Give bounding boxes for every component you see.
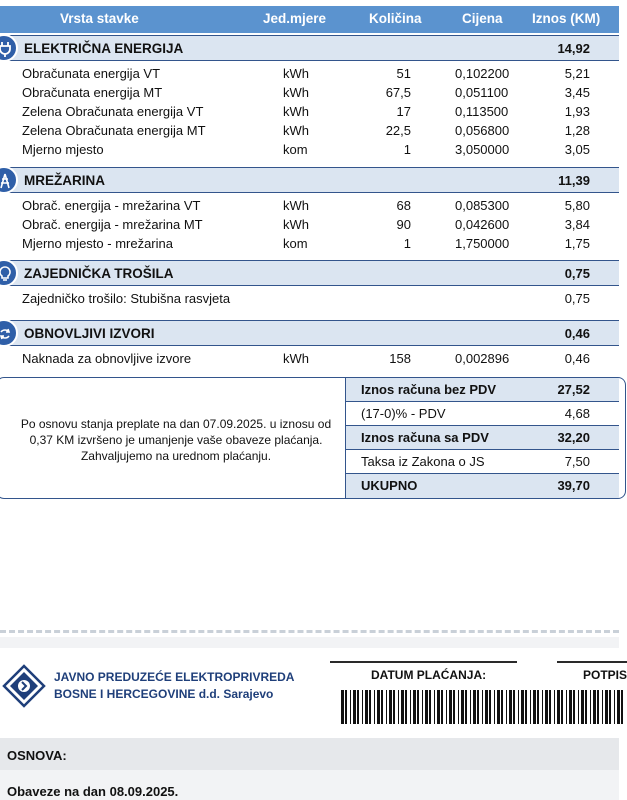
- table-row: [0, 64, 619, 83]
- row-amount: 5,21: [564, 66, 590, 81]
- barcode-bar: [542, 690, 543, 724]
- row-unit: kWh: [283, 351, 309, 366]
- barcode-bar: [485, 690, 488, 724]
- row-amount: 0,46: [564, 351, 590, 366]
- section-network: [0, 167, 619, 193]
- col-header-price: Cijena: [462, 11, 503, 26]
- summary-label: UKUPNO: [361, 478, 418, 493]
- row-price: 1,750000: [455, 236, 510, 251]
- barcode-bar: [509, 690, 512, 724]
- section-title: MREŽARINA: [24, 173, 105, 188]
- barcode-bar: [422, 690, 423, 724]
- barcode-bar: [605, 690, 608, 724]
- barcode-bar: [561, 690, 563, 724]
- summary-label: Iznos računa sa PDV: [361, 430, 489, 445]
- summary-value: 39,70: [557, 478, 590, 493]
- company-name: [54, 669, 294, 703]
- barcode-bar: [590, 690, 591, 724]
- barcode-bar: [357, 690, 359, 724]
- barcode-bar: [350, 690, 351, 724]
- row-name: Obračunata energija MT: [22, 85, 163, 100]
- row-name: Mjerno mjesto - mrežarina: [22, 236, 173, 251]
- barcode-bar: [429, 690, 431, 724]
- row-qty: 51: [396, 66, 411, 81]
- barcode-bar: [554, 690, 555, 724]
- barcode-bar: [362, 690, 363, 724]
- barcode-bar: [353, 690, 356, 724]
- barcode-bar: [530, 690, 531, 724]
- barcode-bar: [453, 690, 455, 724]
- barcode-bar: [417, 690, 419, 724]
- row-name: Naknada za obnovljive izvore: [22, 351, 192, 366]
- table-row: [0, 215, 619, 234]
- col-header-qty: Količina: [369, 11, 422, 26]
- summary-row-vat: [346, 402, 619, 426]
- row-price: 0,085300: [455, 198, 510, 213]
- row-unit: kWh: [283, 66, 309, 81]
- summary-label: Iznos računa bez PDV: [361, 382, 497, 397]
- barcode-bar: [581, 690, 584, 724]
- summary-row-subtotal: [346, 378, 619, 402]
- table-row: [0, 234, 619, 253]
- barcode-bar: [537, 690, 539, 724]
- barcode-bar: [449, 690, 452, 724]
- row-qty: 22,5: [385, 123, 411, 138]
- section-electric-energy: [0, 35, 619, 61]
- col-header-amount: Iznos (KM): [532, 11, 601, 26]
- row-qty: 17: [396, 104, 411, 119]
- cut-line: [0, 630, 619, 633]
- barcode-bar: [437, 690, 440, 724]
- row-qty: 90: [396, 217, 411, 232]
- row-amount: 1,28: [564, 123, 590, 138]
- barcode-bar: [533, 690, 536, 724]
- row-qty: 68: [396, 198, 411, 213]
- row-price: 0,002896: [455, 351, 510, 366]
- section-title: OBNOVLJIVI IZVORI: [24, 326, 155, 341]
- row-qty: 1: [403, 142, 411, 157]
- barcode-bar: [609, 690, 611, 724]
- table-row: [0, 121, 619, 140]
- barcode-bar: [434, 690, 435, 724]
- section-total: 14,92: [557, 41, 590, 56]
- barcode-bar: [521, 690, 524, 724]
- table-row: [0, 140, 619, 159]
- row-unit: kom: [283, 236, 308, 251]
- row-amount: 5,80: [564, 198, 590, 213]
- row-amount: 3,05: [564, 142, 590, 157]
- barcode-bar: [506, 690, 507, 724]
- row-amount: 1,75: [564, 236, 590, 251]
- barcode-bar: [518, 690, 519, 724]
- barcode-bar: [374, 690, 375, 724]
- barcode-bar: [446, 690, 447, 724]
- row-name: Obračunata energija VT: [22, 66, 161, 81]
- row-unit: kWh: [283, 104, 309, 119]
- section-total: 0,46: [564, 326, 590, 341]
- summary-value: 27,52: [557, 382, 590, 397]
- row-unit: kWh: [283, 217, 309, 232]
- barcode-bar: [569, 690, 572, 724]
- row-unit: kom: [283, 142, 308, 157]
- barcode-bar: [365, 690, 368, 724]
- row-name: Obrač. energija - mrežarina VT: [22, 198, 201, 213]
- section-renewable: [0, 320, 619, 346]
- row-qty: 1: [403, 236, 411, 251]
- barcode-bar: [389, 690, 392, 724]
- summary-row-tax: [346, 450, 619, 474]
- potpis-label: POTPIS: [583, 668, 627, 682]
- company-line-1: JAVNO PREDUZEĆE ELEKTROPRIVREDA: [54, 670, 295, 684]
- barcode-bar: [489, 690, 491, 724]
- barcode-bar: [549, 690, 551, 724]
- barcode-bar: [341, 690, 344, 724]
- barcode-bar: [470, 690, 471, 724]
- barcode-bar: [405, 690, 407, 724]
- table-row: [0, 289, 619, 308]
- row-name: Zajedničko trošilo: Stubišna rasvjeta: [22, 291, 231, 306]
- barcode-bar: [441, 690, 443, 724]
- barcode-bar: [501, 690, 503, 724]
- barcode-bar: [545, 690, 548, 724]
- row-price: 0,042600: [455, 217, 510, 232]
- summary-value: 7,50: [564, 454, 590, 469]
- barcode-bar: [425, 690, 428, 724]
- row-name: Obrač. energija - mrežarina MT: [22, 217, 203, 232]
- lightbulb-icon: [0, 259, 18, 287]
- section-common-consumption: [0, 260, 619, 286]
- barcode-bar: [497, 690, 500, 724]
- row-qty: 158: [389, 351, 411, 366]
- row-name: Zelena Obračunata energija VT: [22, 104, 204, 119]
- row-name: Mjerno mjesto: [22, 142, 104, 157]
- section-title: ELEKTRIČNA ENERGIJA: [24, 41, 184, 56]
- table-row: [0, 349, 619, 368]
- barcode-bar: [461, 690, 464, 724]
- row-amount: 3,45: [564, 85, 590, 100]
- col-header-unit: Jed.mjere: [263, 11, 327, 26]
- row-price: 0,102200: [455, 66, 510, 81]
- barcode-bar: [398, 690, 399, 724]
- barcode-bar: [585, 690, 587, 724]
- barcode-bar: [593, 690, 596, 724]
- row-amount: 1,93: [564, 104, 590, 119]
- row-name: Zelena Obračunata energija MT: [22, 123, 206, 138]
- table-header: [0, 6, 619, 33]
- section-title: ZAJEDNIČKA TROŠILA: [24, 266, 174, 281]
- barcode-bar: [393, 690, 395, 724]
- osnova-band: [0, 738, 619, 770]
- barcode-bar: [410, 690, 411, 724]
- barcode-bar: [614, 690, 615, 724]
- barcode-bar: [465, 690, 467, 724]
- obligations-date: Obaveze na dan 08.09.2025.: [7, 784, 179, 799]
- row-amount: 3,84: [564, 217, 590, 232]
- barcode-bar: [381, 690, 383, 724]
- barcode-bar: [597, 690, 599, 724]
- row-price: 3,050000: [455, 142, 510, 157]
- barcode-bar: [494, 690, 495, 724]
- table-row: [0, 196, 619, 215]
- barcode-bar: [458, 690, 459, 724]
- barcode: [341, 690, 626, 724]
- col-header-item: Vrsta stavke: [60, 11, 139, 26]
- osnova-label: OSNOVA:: [7, 748, 67, 763]
- table-row: [0, 83, 619, 102]
- recycle-icon: [0, 319, 18, 347]
- summary-value: 4,68: [564, 406, 590, 421]
- row-unit: kWh: [283, 123, 309, 138]
- row-price: 0,051100: [455, 85, 509, 100]
- barcode-bar: [345, 690, 347, 724]
- tower-icon: [0, 166, 18, 194]
- table-row: [0, 102, 619, 121]
- company-line-2: BOSNE I HERCEGOVINE d.d. Sarajevo: [54, 687, 274, 701]
- barcode-bar: [477, 690, 479, 724]
- row-price: 0,113500: [455, 104, 509, 119]
- barcode-bar: [413, 690, 416, 724]
- barcode-bar: [573, 690, 575, 724]
- barcode-bar: [377, 690, 380, 724]
- barcode-bar: [557, 690, 560, 724]
- barcode-bar: [566, 690, 567, 724]
- summary-value: 32,20: [557, 430, 590, 445]
- section-total: 0,75: [564, 266, 590, 281]
- section-total: 11,39: [558, 173, 590, 188]
- barcode-bar: [525, 690, 527, 724]
- plug-icon: [0, 34, 18, 62]
- barcode-bar: [602, 690, 603, 724]
- potpis-line: [557, 661, 627, 663]
- barcode-bar: [482, 690, 483, 724]
- barcode-bar: [369, 690, 371, 724]
- overpayment-note: Po osnovu stanja preplate na dan 07.09.2025. u iznosu od 0,37 KM izvršeno je umanjenje vaše obaveze plaćanja. Zahvaljujemo na urednom plaćanju.: [20, 417, 332, 463]
- barcode-bar: [513, 690, 515, 724]
- barcode-bar: [386, 690, 387, 724]
- summary-row-with-vat: [346, 426, 619, 450]
- row-price: 0,056800: [455, 123, 510, 138]
- row-qty: 67,5: [385, 85, 411, 100]
- row-unit: kWh: [283, 85, 309, 100]
- row-unit: kWh: [283, 198, 309, 213]
- barcode-bar: [617, 690, 620, 724]
- company-logo: [2, 664, 46, 708]
- barcode-bar: [578, 690, 579, 724]
- barcode-bar: [621, 690, 623, 724]
- datum-line: [330, 661, 517, 663]
- barcode-bar: [401, 690, 404, 724]
- summary-row-total: [346, 474, 619, 498]
- row-amount: 0,75: [564, 291, 590, 306]
- summary-label: Taksa iz Zakona o JS: [361, 454, 485, 469]
- summary-label: (17-0)% - PDV: [361, 406, 446, 421]
- barcode-bar: [473, 690, 476, 724]
- datum-label: DATUM PLAĆANJA:: [371, 668, 487, 682]
